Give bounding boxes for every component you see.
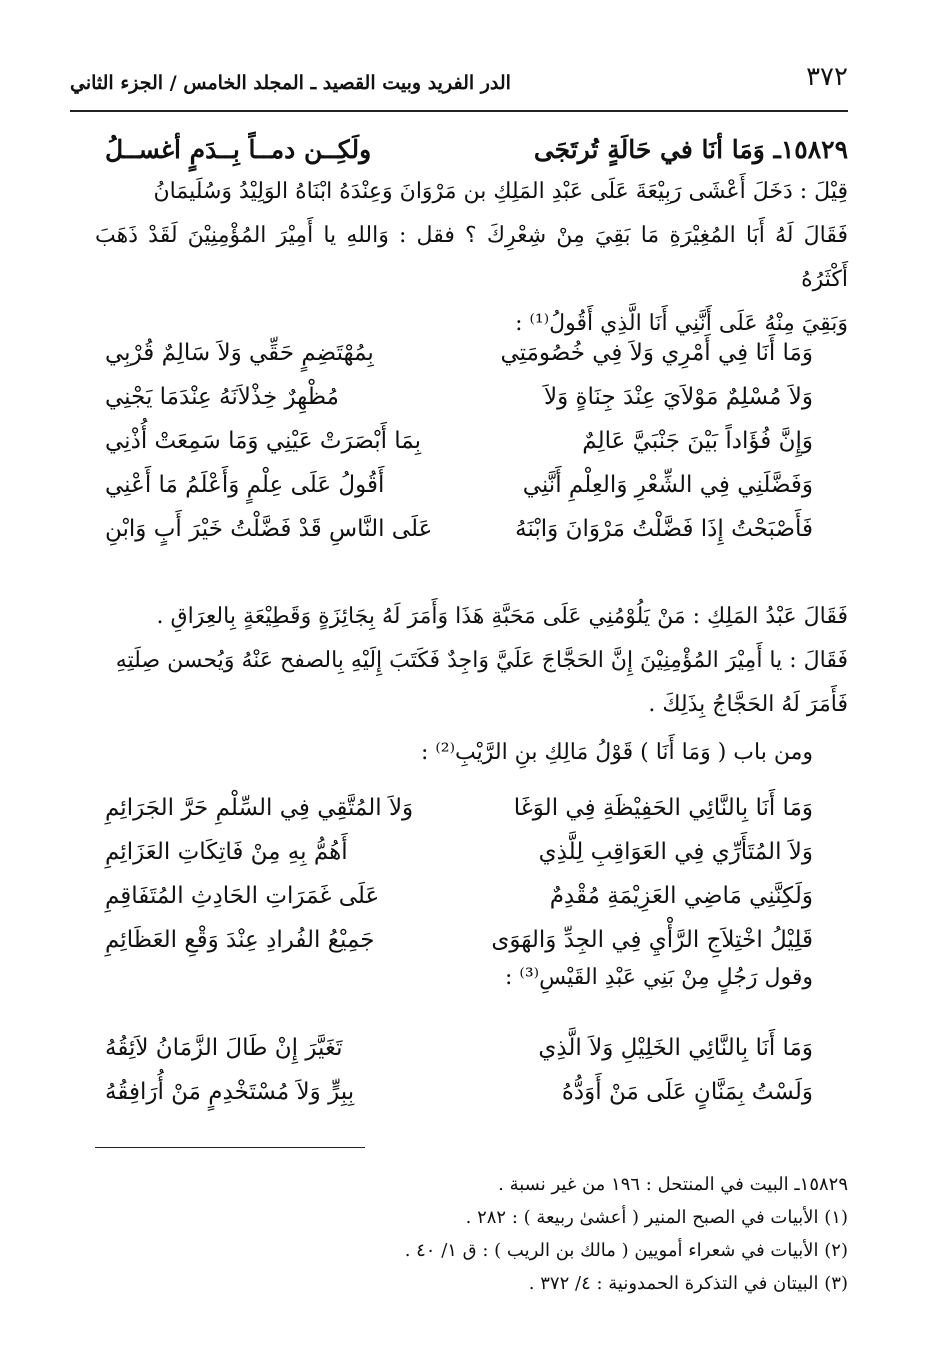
prose-line: فَأَمَرَ لَهُ الحَجَّاجُ بِذَلِكَ . (648, 692, 848, 717)
hemistich-first: وَمَا أَنَا فِي أَمْرِي وَلاَ فِي خُصُومَتِي (500, 340, 813, 366)
hemistich-second: بِمَا أَبْصَرَتْ عَيْنِي وَمَا سَمِعَتْ أُذْنِي (105, 428, 422, 454)
verse-second-half: ولَكِــن دمــاً بِــدَمٍ أغســلُ (105, 135, 372, 164)
poem-3-intro: وقول رَجُلٍ مِنْ بَنِي عَبْدِ القَيْسِ⁽³⁾ : (505, 965, 813, 990)
running-title: الدر الفريد وبيت القصيد ـ المجلد الخامس / الجزء الثاني (70, 72, 511, 94)
poem-2-intro: ومن باب ( وَمَا أَنَا ) قَوْلُ مَالِكِ بنِ الرَّيْبِ⁽²⁾ : (420, 740, 813, 765)
prose-line: فَقَالَ عَبْدُ المَلِكِ : مَنْ يَلُوْمُنِي عَلَى مَحَبَّةِ هَذَا وَأَمَرَ لَهُ بِجَائِزَةٍ وَقَطِيْعَةٍ بِالعِرَاقِ . (156, 604, 848, 629)
page-number: ٣٧٢ (806, 62, 848, 92)
poem-verse (105, 883, 813, 927)
hemistich-second: أَقُولُ عَلَى عِلْمٍ وَأَعْلَمُ مَا أَعْنِي (105, 472, 385, 498)
page-header (70, 60, 848, 100)
prose-line: وَبَقِيَ مِنْهُ عَلَى أَنَّنِي أَنَا الَّذِي أَقُولُ⁽¹⁾ : (515, 311, 848, 336)
hemistich-second: بِمُهْتَضِمٍ حَقِّي وَلاَ سَالِمٌ قُرْبِي (105, 340, 374, 366)
verse-number: ١٥٨٢٩ـ (773, 135, 848, 164)
footnote: (٢) الأبيات في شعراء أمويين ( مالك بن الريب ) : ق ١/ ٤٠ . (404, 1240, 848, 1261)
prose-line: قِيْلَ : دَخَلَ أَعْشَى رَبِيْعَةَ عَلَى عَبْدِ المَلِكِ بن مَرْوَانَ وَعِنْدَهُ ابْنَاهُ الوَلِيْدُ وَسُلَيمَانُ (153, 179, 848, 204)
footnote: (٣) البيتان في التذكرة الحمدونية : ٤/ ٣٧٢ . (528, 1273, 848, 1294)
poem-verse (105, 1035, 813, 1079)
hemistich-first: وَفَضَّلَنِي فِي الشِّعْرِ وَالعِلْمِ أَنَّنِي (522, 472, 813, 498)
poem-verse (105, 428, 813, 472)
hemistich-first: قَلِيْلُ اخْتِلاَجِ الرَّأْيِ فِي الجِدِّ وَالهَوَى (491, 927, 813, 953)
hemistich-first: وَمَا أَنَا بِالنَّائِي الحَفِيْظَةِ فِي الوَغَا (513, 795, 813, 821)
prose-block-1 (95, 170, 848, 346)
prose-line: فَقَالَ : يا أَمِيْرَ المُؤْمِنِيْنَ إِنَّ الحَجَّاجَ عَلَيَّ وَاجِدٌ فَكَتَبَ إِلَيْهِ بِالصفح عَنْهُ وَيُحسن صِلَتِهِ (115, 648, 848, 673)
poem-2 (105, 795, 813, 971)
hemistich-second: تَغَيَّرَ إِنْ طَالَ الزَّمَانُ لاَئِقُهُ (105, 1035, 343, 1061)
footnotes (405, 1168, 848, 1300)
hemistich-second: أَهُمُّ بِهِ مِنْ فَاتِكَاتِ العَزَائِمِ (105, 839, 348, 865)
poem-verse (105, 1079, 813, 1123)
poem-verse (105, 795, 813, 839)
hemistich-first: وَلاَ المُتَأَرِّي فِي العَوَاقِبِ لِلَّذِي (538, 839, 813, 865)
hemistich-second: بِبِرٍّ وَلاَ مُسْتَخْدِمٍ مَنْ أُرَافِقُهُ (105, 1079, 355, 1105)
verse-heading-first (534, 135, 848, 164)
verse-heading (105, 135, 848, 164)
poem-verse (105, 384, 813, 428)
prose-line: فَقَالَ لَهُ أَبَا المُغِيْرَةِ مَا بَقِيَ مِنْ شِعْرِكَ ؟ فقل : وَاللهِ يا أَمِيْرَ المُؤْمِنِيْنَ لَقَدْ ذَهَبَ أَكْثَرُهُ (95, 223, 848, 292)
hemistich-second: مُظْهِرٌ خِذْلاَنَهُ عِنْدَمَا يَجْنِي (105, 384, 339, 410)
poem-verse (105, 472, 813, 516)
hemistich-second: جَمِيْعُ الفُرادِ عِنْدَ وَقْعِ العَظَائِمِ (105, 927, 375, 953)
poem-verse (105, 516, 813, 560)
hemistich-first: وَلاَ مُسْلِمٌ مَوْلاَيَ عِنْدَ جِنَاةٍ وَلاَ (543, 384, 813, 410)
poem-verse (105, 340, 813, 384)
hemistich-first: فَأَصْبَحْتُ إِذَا فَضَّلْتُ مَرْوَانَ وَابْنَهُ (515, 516, 813, 542)
poem-verse (105, 839, 813, 883)
hemistich-first: وَلَسْتُ بِمَنَّانٍ عَلَى مَنْ أَوَدُّهُ (561, 1079, 813, 1105)
footnote-rule (95, 1147, 365, 1148)
header-rule (70, 110, 848, 112)
poem-3 (105, 1035, 813, 1123)
footnote: (١) الأبيات في الصبح المنير ( أعشىٰ ربيعة ) : ٢٨٢ . (465, 1207, 848, 1228)
hemistich-first: وَإِنَّ فُؤَاداً بَيْنَ جَنْبَيَّ عَالِمٌ (582, 428, 813, 454)
hemistich-second: عَلَى غَمَرَاتِ الحَادِثِ المُتَفَاقِمِ (105, 883, 380, 909)
hemistich-first: وَلَكِنَّنِي مَاضِي العَزِيْمَةِ مُقْدِمٌ (549, 883, 813, 909)
footnote: ١٥٨٢٩ـ البيت في المنتحل : ١٩٦ من غير نسبة . (498, 1174, 848, 1195)
hemistich-second: وَلاَ المُتَّقِي فِي السِّلْمِ حَرَّ الجَرَائِمِ (105, 795, 414, 821)
hemistich-first: وَمَا أَنَا بِالنَّائِي الخَلِيْلِ وَلاَ الَّذِي (538, 1035, 813, 1061)
prose-block-2 (95, 595, 848, 727)
hemistich-second: عَلَى النَّاسِ قَدْ فَضَّلْتُ خَيْرَ أَبٍ وَابْنِ (105, 516, 433, 542)
verse-first-half: وَمَا أنَا في حَالَةٍ تُرتَجَى (533, 135, 765, 164)
poem-1 (105, 340, 813, 560)
